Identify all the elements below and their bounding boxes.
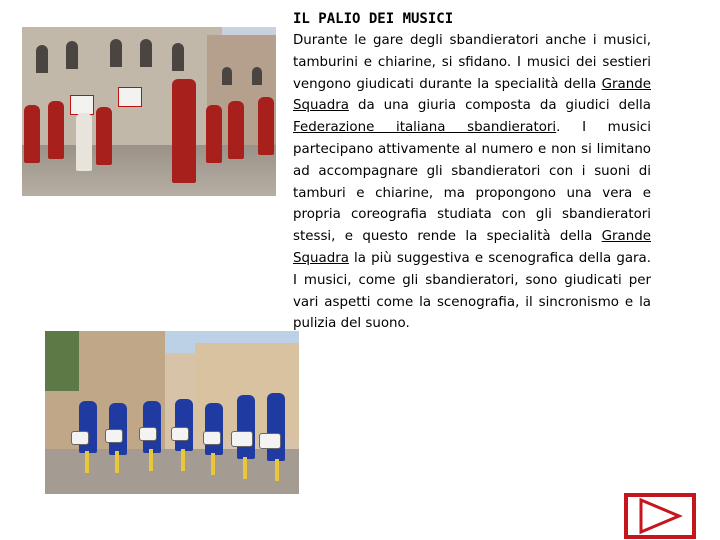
page-title: IL PALIO DEI MUSICI [293, 11, 454, 27]
play-next-icon [628, 497, 692, 535]
text-segment: da una giuria composta da giudici della [348, 98, 651, 114]
photo-flag-wavers [22, 27, 276, 196]
text-segment: la più suggestiva e scenografica della gara. I musici, come gli sbandieratori, sono giudicati per vari aspetti come la scenografia, il sincronismo e la pulizia del suono. [293, 250, 651, 332]
link-grande-squadra-2[interactable]: Grande Squadra [293, 229, 651, 266]
article-paragraph [293, 30, 651, 335]
photo-drummers [45, 331, 299, 494]
link-grande-squadra[interactable]: Grande Squadra [293, 76, 651, 114]
article [293, 8, 651, 335]
next-button[interactable] [624, 493, 696, 539]
link-federazione[interactable]: Federazione italiana sbandieratori [293, 120, 557, 136]
text-segment: Durante le gare degli sbandieratori anche i musici, tamburini e chiarine, si sfidano. I musici dei sestieri vengono giudicati durante la specialità della [293, 33, 651, 92]
text-segment: . I musici partecipano attivamente al numero e non si limitano ad accompagnare gli sbandieratori con i suoni di tamburi e chiarine, ma propongono una vera e propria coreografia studiata con gli sbandieratori stessi, e questo rende la specialità della [293, 120, 651, 245]
